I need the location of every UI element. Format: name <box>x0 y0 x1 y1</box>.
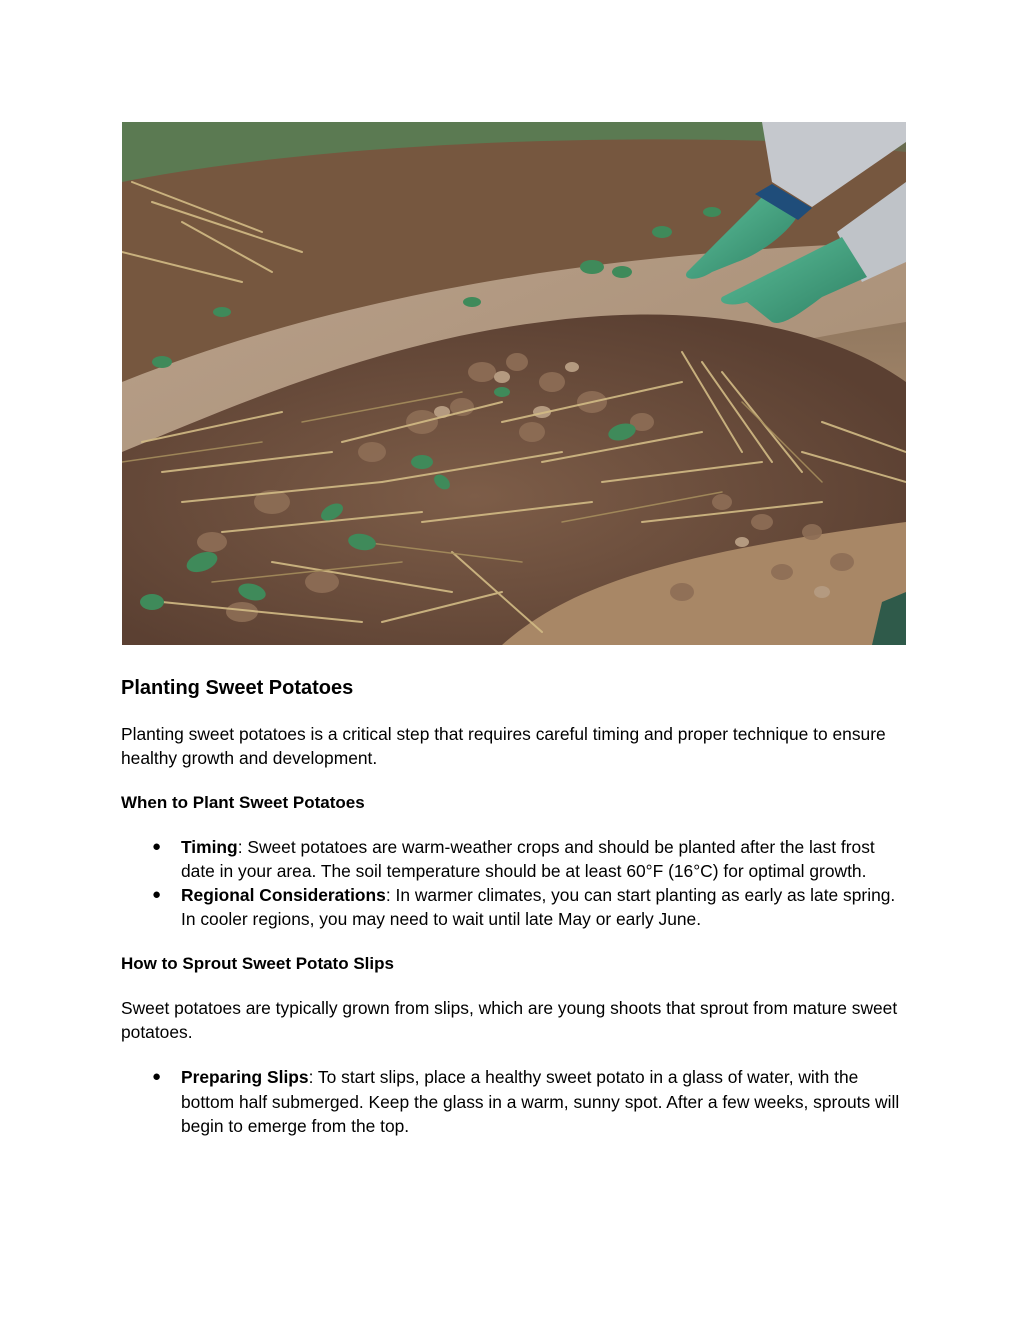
item-text: : In warmer climates, you can start planting as early as late spring. In cooler regions, you may need to wait until late May or early June. <box>181 885 896 930</box>
item-term: Timing <box>181 836 238 857</box>
bullet-icon: ● <box>152 1068 162 1086</box>
article-body <box>121 672 911 1138</box>
list-item <box>121 1065 911 1138</box>
list-item <box>121 883 911 932</box>
item-text: : To start slips, place a healthy sweet potato in a glass of water, with the bottom half submerged. Keep the glass in a warm, sunny spot. After a few weeks, sprouts will begin to emerge from the top. <box>181 1067 900 1136</box>
section-intro: Planting sweet potatoes is a critical step that requires careful timing and proper technique to ensure healthy growth and development. <box>121 724 886 769</box>
list-item <box>121 835 911 884</box>
when-heading: When to Plant Sweet Potatoes <box>121 792 365 812</box>
bullet-icon: ● <box>152 886 162 904</box>
slips-heading: How to Sprout Sweet Potato Slips <box>121 953 394 973</box>
when-list <box>121 835 911 932</box>
item-term: Regional Considerations <box>181 885 386 906</box>
item-term: Preparing Slips <box>181 1067 309 1088</box>
section-title: Planting Sweet Potatoes <box>121 677 354 699</box>
slips-intro: Sweet potatoes are typically grown from slips, which are young shoots that sprout from mature sweet potatoes. <box>121 997 898 1043</box>
garden-bed-photo <box>122 122 906 645</box>
bullet-icon: ● <box>152 837 162 855</box>
garden-bed-photo-illustration <box>122 122 906 645</box>
item-text: : Sweet potatoes are warm-weather crops and should be planted after the last frost date in your area. The soil temperature should be at least 60°F (16°C) for optimal growth. <box>181 836 875 881</box>
slips-list <box>121 1065 911 1138</box>
